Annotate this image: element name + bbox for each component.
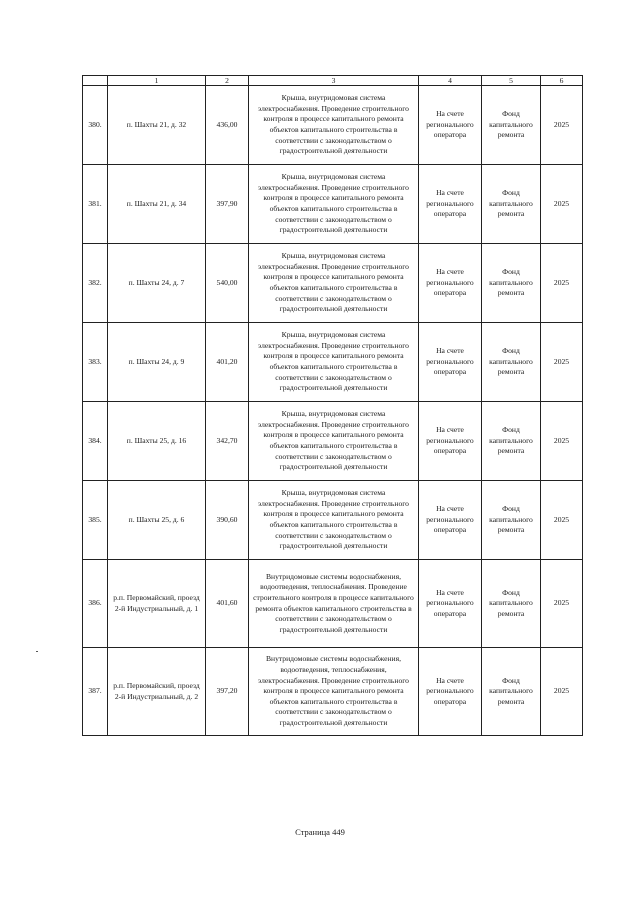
page-number: Страница 449 [295,827,345,837]
work-description-cell: Крыша, внутридомовая система электроснабжения. Проведение строительного контроля в процессе капитального ремонта объектов капитального строительства в соответствии с законодательством о градостроительной деятельности [249,244,419,323]
year-cell: 2025 [541,481,583,560]
table-row [83,86,583,165]
work-description-cell: Крыша, внутридомовая система электроснабжения. Проведение строительного контроля в процессе капитального ремонта объектов капитального строительства в соответствии с законодательством о градостроительной деятельности [249,402,419,481]
funding-source-cell: Фонд капитального ремонта [482,86,541,165]
column-header: 2 [206,76,249,86]
year-cell: 2025 [541,323,583,402]
row-number-cell: 387. [83,648,108,736]
address-cell: п. Шахты 25, д. 16 [108,402,206,481]
table-row [83,481,583,560]
account-type-cell: На счете регионального оператора [419,86,482,165]
row-number-cell: 381. [83,165,108,244]
funding-source-cell: Фонд капитального ремонта [482,244,541,323]
row-number-cell: 382. [83,244,108,323]
column-header: 1 [108,76,206,86]
work-description-cell: Внутридомовые системы водоснабжения, водоотведения, теплоснабжения. Проведение строительного контроля в процессе капитального ремонта объектов капитального строительства в соответствии с законодательством о градостроительной деятельности [249,560,419,648]
area-cell: 401,20 [206,323,249,402]
row-number-cell: 386. [83,560,108,648]
work-description-cell: Крыша, внутридомовая система электроснабжения. Проведение строительного контроля в процессе капитального ремонта объектов капитального строительства в соответствии с законодательством о градостроительной деятельности [249,481,419,560]
table-body [83,86,583,736]
row-number-cell: 383. [83,323,108,402]
address-cell: р.п. Первомайский, проезд 2-й Индустриальный, д. 2 [108,648,206,736]
address-cell: п. Шахты 25, д. 6 [108,481,206,560]
area-cell: 397,20 [206,648,249,736]
area-cell: 401,60 [206,560,249,648]
year-cell: 2025 [541,402,583,481]
column-number-row [83,76,583,86]
account-type-cell: На счете регионального оператора [419,648,482,736]
area-cell: 390,60 [206,481,249,560]
area-cell: 397,90 [206,165,249,244]
account-type-cell: На счете регионального оператора [419,481,482,560]
funding-source-cell: Фонд капитального ремонта [482,323,541,402]
funding-source-cell: Фонд капитального ремонта [482,402,541,481]
funding-source-cell: Фонд капитального ремонта [482,648,541,736]
table-row [83,323,583,402]
work-description-cell: Внутридомовые системы водоснабжения, водоотведения, теплоснабжения, электроснабжения. Проведение строительного контроля в процессе капитального ремонта объектов капитального строительства в соответствии с законодательством о градостроительной деятельности [249,648,419,736]
repair-program-table [82,75,583,736]
account-type-cell: На счете регионального оператора [419,402,482,481]
year-cell: 2025 [541,560,583,648]
year-cell: 2025 [541,165,583,244]
column-header: 4 [419,76,482,86]
column-header: 5 [482,76,541,86]
address-cell: р.п. Первомайский, проезд 2-й Индустриальный, д. 1 [108,560,206,648]
row-number-cell: 380. [83,86,108,165]
table-row [83,244,583,323]
scan-mark [36,651,38,652]
account-type-cell: На счете регионального оператора [419,244,482,323]
area-cell: 342,70 [206,402,249,481]
table-row [83,402,583,481]
account-type-cell: На счете регионального оператора [419,323,482,402]
year-cell: 2025 [541,648,583,736]
funding-source-cell: Фонд капитального ремонта [482,165,541,244]
address-cell: п. Шахты 21, д. 32 [108,86,206,165]
funding-source-cell: Фонд капитального ремонта [482,481,541,560]
funding-source-cell: Фонд капитального ремонта [482,560,541,648]
year-cell: 2025 [541,86,583,165]
address-cell: п. Шахты 21, д. 34 [108,165,206,244]
area-cell: 540,00 [206,244,249,323]
table-row [83,560,583,648]
table-row [83,165,583,244]
work-description-cell: Крыша, внутридомовая система электроснабжения. Проведение строительного контроля в процессе капитального ремонта объектов капитального строительства в соответствии с законодательством о градостроительной деятельности [249,165,419,244]
work-description-cell: Крыша, внутридомовая система электроснабжения. Проведение строительного контроля в процессе капитального ремонта объектов капитального строительства в соответствии с законодательством о градостроительной деятельности [249,323,419,402]
row-number-header-cell [83,76,108,86]
table-row [83,648,583,736]
account-type-cell: На счете регионального оператора [419,560,482,648]
column-header: 6 [541,76,583,86]
address-cell: п. Шахты 24, д. 7 [108,244,206,323]
area-cell: 436,00 [206,86,249,165]
row-number-cell: 385. [83,481,108,560]
address-cell: п. Шахты 24, д. 9 [108,323,206,402]
year-cell: 2025 [541,244,583,323]
account-type-cell: На счете регионального оператора [419,165,482,244]
column-header: 3 [249,76,419,86]
row-number-cell: 384. [83,402,108,481]
work-description-cell: Крыша, внутридомовая система электроснабжения. Проведение строительного контроля в процессе капитального ремонта объектов капитального строительства в соответствии с законодательством о градостроительной деятельности [249,86,419,165]
